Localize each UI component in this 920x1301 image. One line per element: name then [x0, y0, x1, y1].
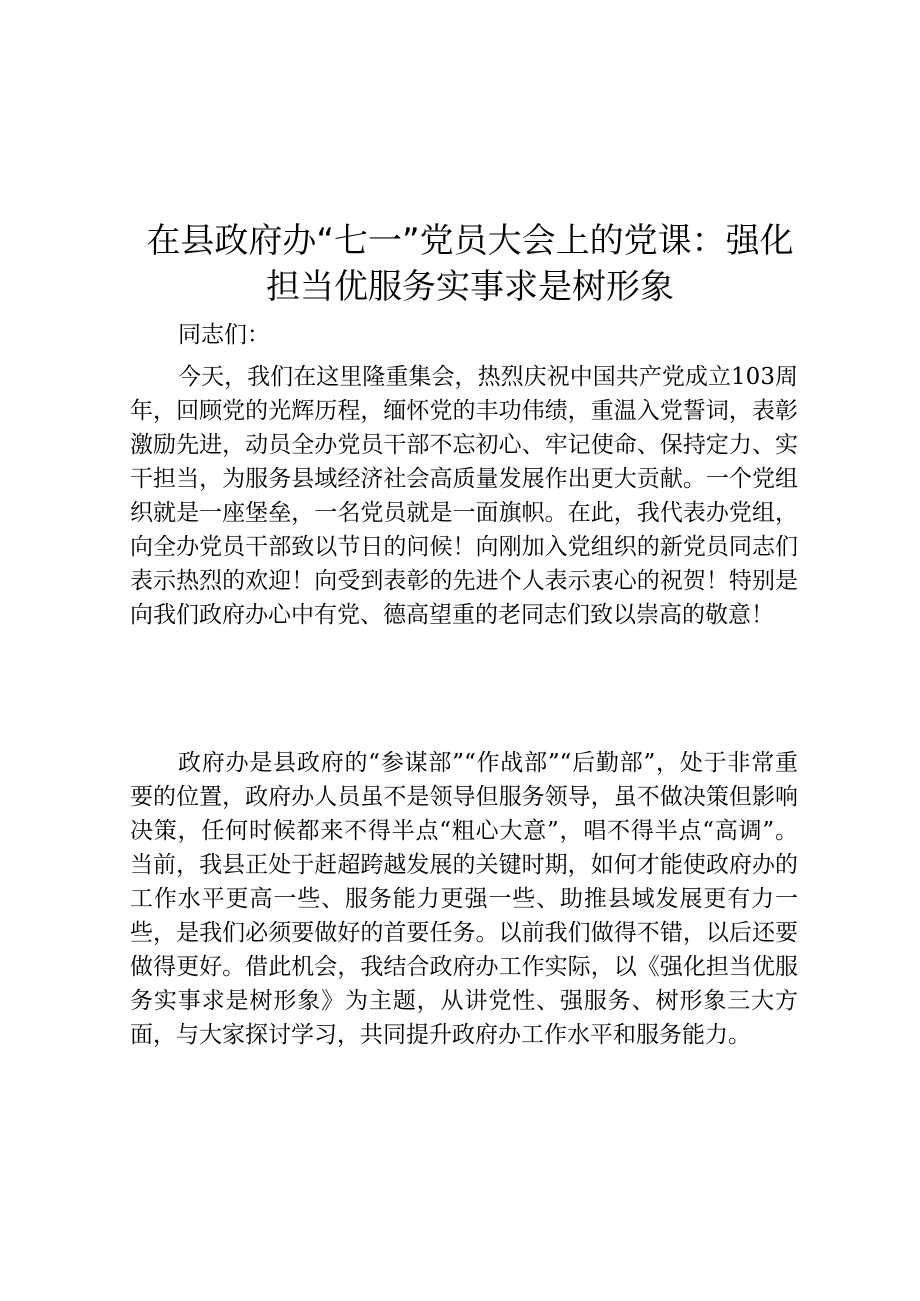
title-line-1: 在县政府办“七一”党员大会上的党课：强化	[146, 221, 794, 261]
page-title	[120, 218, 820, 310]
paragraph-opening: 今天，我们在这里隆重集会，热烈庆祝中国共产党成立103周年，回顾党的光辉历程，缅怀党的丰功伟绩，重温入党誓词，表彰激励先进，动员全办党员干部不忘初心、牢记使命、保持定力、实干担当，为服务县域经济社会高质量发展作出更大贡献。一个党组织就是一座堡垒，一名党员就是一面旗帜。在此，我代表办党组，向全办党员干部致以节日的问候！向刚加入党组织的新党员同志们表示热烈的欢迎！向受到表彰的先进个人表示衷心的祝贺！特别是向我们政府办心中有党、德高望重的老同志们致以崇高的敬意！	[130, 364, 798, 628]
paragraph-office-role: 政府办是县政府的“参谋部”“作战部”“后勤部”，处于非常重要的位置，政府办人员虽不是领导但服务领导，虽不做决策但影响决策，任何时候都来不得半点“粗心大意”，唱不得半点“高调”。当前，我县正处于赶超跨越发展的关键时期，如何才能使政府办的工作水平更高一些、服务能力更强一些、助推县域发展更有力一些，是我们必须要做好的首要任务。以前我们做得不错，以后还要做得更好。借此机会，我结合政府办工作实际，以《强化担当优服务实事求是树形象》为主题，从讲党性、强服务、树形象三大方面，与大家探讨学习，共同提升政府办工作水平和服务能力。	[130, 750, 798, 1048]
greeting: 同志们：	[178, 322, 270, 348]
title-line-2: 担当优服务实事求是树形象	[266, 267, 674, 307]
